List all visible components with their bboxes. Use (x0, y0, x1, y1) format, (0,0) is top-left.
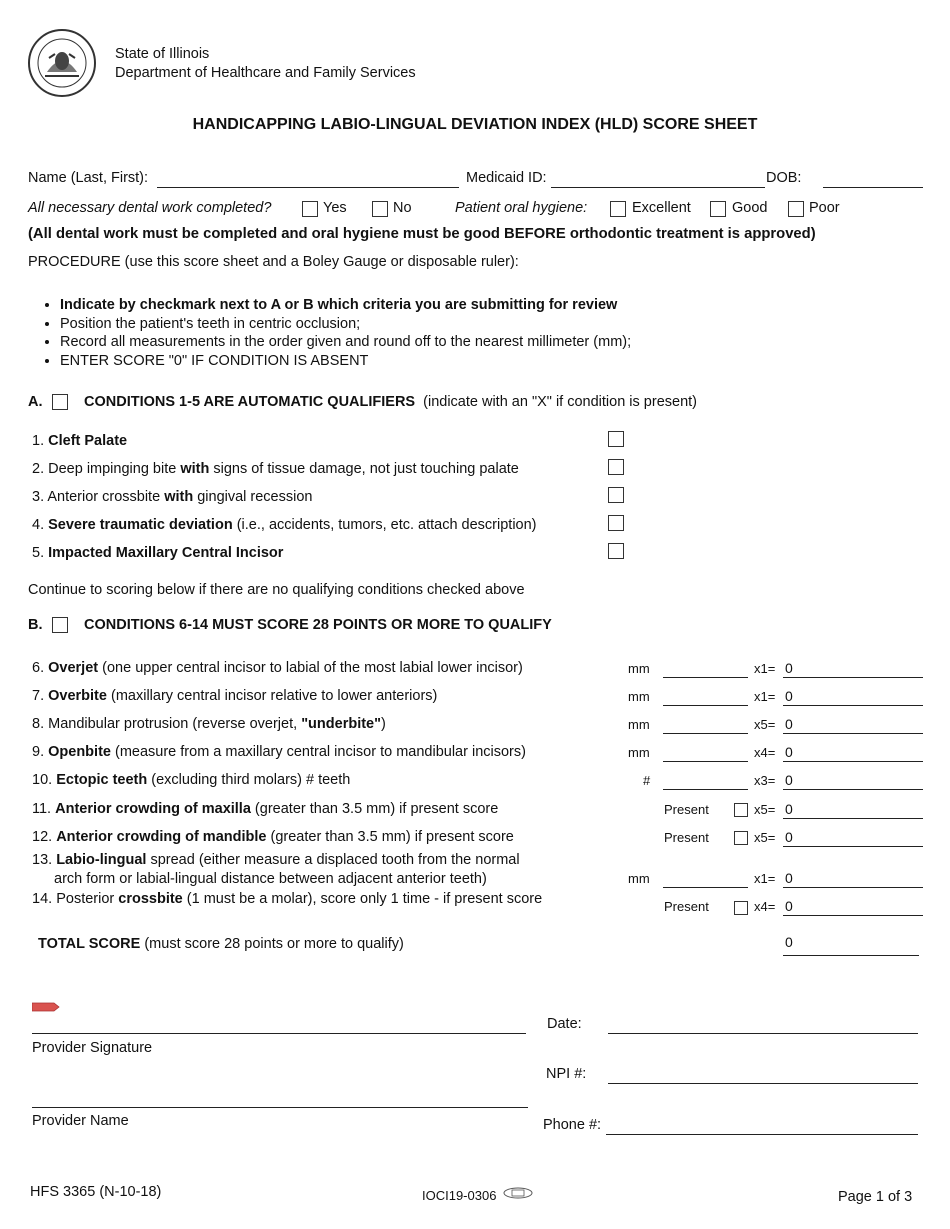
phone-field[interactable] (606, 1134, 918, 1135)
item-5-checkbox[interactable] (608, 543, 624, 559)
item-10-score-line (783, 789, 923, 790)
section-b-item-13: 13. Labio-lingual spread (either measure a displaced tooth from the normal (32, 852, 520, 868)
item-13-multiplier: x1= (754, 871, 776, 886)
npi-field[interactable] (608, 1083, 918, 1084)
item-13-unit: mm (628, 871, 650, 886)
total-score-value: 0 (785, 934, 793, 950)
item-10-multiplier: x3= (754, 773, 776, 788)
form-id: HFS 3365 (N-10-18) (30, 1184, 162, 1200)
hygiene-poor-checkbox[interactable] (788, 201, 804, 217)
section-b-heading: CONDITIONS 6-14 MUST SCORE 28 POINTS OR MORE TO QUALIFY (84, 617, 552, 633)
item-9-measure-field[interactable] (663, 761, 748, 762)
name-label: Name (Last, First): (28, 170, 149, 186)
item-7-score-line (783, 705, 923, 706)
hygiene-label: Patient oral hygiene: (455, 200, 588, 216)
item-8-measure-field[interactable] (663, 733, 748, 734)
item-14-score[interactable]: 0 (785, 898, 793, 914)
item-13-score-line (783, 887, 923, 888)
item-14-multiplier: x4= (754, 899, 776, 914)
total-score-line (783, 955, 919, 956)
item-6-score-line (783, 677, 923, 678)
procedure-bullet: • Indicate by checkmark next to A or B which criteria you are submitting for review (60, 296, 631, 315)
section-b-checkbox[interactable] (52, 617, 68, 633)
provider-signature-label: Provider Signature (32, 1040, 153, 1056)
item-12-score-line (783, 846, 923, 847)
item-6-score[interactable]: 0 (785, 660, 793, 676)
item-6-measure-field[interactable] (663, 677, 748, 678)
section-a-item-2: 2. Deep impinging bite with signs of tissue damage, not just touching palate (32, 461, 519, 477)
item-13-measure-field[interactable] (663, 887, 748, 888)
item-4-checkbox[interactable] (608, 515, 624, 531)
item-3-checkbox[interactable] (608, 487, 624, 503)
phone-label: Phone #: (543, 1117, 602, 1133)
section-b-item-12: 12. Anterior crowding of mandible (greater than 3.5 mm) if present score (32, 829, 514, 845)
state-seal-logo (27, 28, 97, 98)
item-11-present-label: Present (664, 802, 709, 817)
item-12-present-label: Present (664, 830, 709, 845)
item-7-measure-field[interactable] (663, 705, 748, 706)
section-b-item-6: 6. Overjet (one upper central incisor to labial of the most labial lower incisor) (32, 660, 523, 676)
item-11-multiplier: x5= (754, 802, 776, 817)
section-a-checkbox[interactable] (52, 394, 68, 410)
state-name: State of Illinois (115, 46, 210, 62)
provider-signature-field[interactable] (32, 1033, 526, 1034)
section-a-letter: A. (28, 394, 43, 410)
date-label: Date: (547, 1016, 582, 1032)
union-bug-icon (503, 1187, 533, 1199)
item-9-score-line (783, 761, 923, 762)
provider-name-field[interactable] (32, 1107, 528, 1108)
item-9-score[interactable]: 0 (785, 744, 793, 760)
item-12-multiplier: x5= (754, 830, 776, 845)
dob-label: DOB: (766, 170, 802, 186)
item-14-present-label: Present (664, 899, 709, 914)
hygiene-poor-label: Poor (809, 200, 840, 216)
item-11-score-line (783, 818, 923, 819)
dental-notice: (All dental work must be completed and oral hygiene must be good BEFORE orthodontic treatment is approved) (28, 226, 816, 242)
hygiene-excellent-checkbox[interactable] (610, 201, 626, 217)
procedure-bullet: • Record all measurements in the order given and round off to the nearest millimeter (mm); (60, 333, 631, 352)
procedure-bullet: • Position the patient's teeth in centric occlusion; (60, 315, 631, 334)
section-a-item-3: 3. Anterior crossbite with gingival recession (32, 489, 313, 505)
item-7-unit: mm (628, 689, 650, 704)
item-10-measure-field[interactable] (663, 789, 748, 790)
date-field[interactable] (608, 1033, 918, 1034)
page-title: HANDICAPPING LABIO-LINGUAL DEVIATION INDEX (HLD) SCORE SHEET (192, 116, 758, 133)
section-a-heading: CONDITIONS 1-5 ARE AUTOMATIC QUALIFIERS (indicate with an "X" if condition is present) (84, 394, 697, 410)
item-9-unit: mm (628, 745, 650, 760)
item-13-score[interactable]: 0 (785, 870, 793, 886)
item-8-score[interactable]: 0 (785, 716, 793, 732)
section-b-item-9: 9. Openbite (measure from a maxillary central incisor to mandibular incisors) (32, 744, 526, 760)
department-name: Department of Healthcare and Family Services (115, 65, 416, 81)
page-number: Page 1 of 3 (838, 1189, 913, 1205)
item-11-score[interactable]: 0 (785, 801, 793, 817)
total-score-label: TOTAL SCORE (must score 28 points or more to qualify) (38, 936, 404, 952)
item-11-present-checkbox[interactable] (734, 803, 748, 817)
item-6-multiplier: x1= (754, 661, 776, 676)
item-8-multiplier: x5= (754, 717, 776, 732)
item-2-checkbox[interactable] (608, 459, 624, 475)
item-14-score-line (783, 915, 923, 916)
sign-here-flag-icon (32, 1002, 60, 1012)
item-7-score[interactable]: 0 (785, 688, 793, 704)
section-b-item-11: 11. Anterior crowding of maxilla (greater than 3.5 mm) if present score (32, 801, 499, 817)
item-6-unit: mm (628, 661, 650, 676)
name-field[interactable] (157, 187, 459, 188)
item-10-score[interactable]: 0 (785, 772, 793, 788)
dob-field[interactable] (823, 187, 923, 188)
item-10-unit: # (643, 773, 651, 788)
hygiene-good-checkbox[interactable] (710, 201, 726, 217)
ioci-code: IOCI19-0306 (422, 1188, 497, 1203)
dental-work-question: All necessary dental work completed? (28, 200, 272, 216)
section-a-item-1: 1. Cleft Palate (32, 433, 128, 449)
dental-no-checkbox[interactable] (372, 201, 388, 217)
item-14-present-checkbox[interactable] (734, 901, 748, 915)
procedure-intro: PROCEDURE (use this score sheet and a Boley Gauge or disposable ruler): (28, 254, 519, 270)
item-8-score-line (783, 733, 923, 734)
section-a-item-5: 5. Impacted Maxillary Central Incisor (32, 545, 284, 561)
continue-instruction: Continue to scoring below if there are no qualifying conditions checked above (28, 582, 525, 598)
section-b-item-8: 8. Mandibular protrusion (reverse overjet, "underbite") (32, 716, 386, 732)
item-8-unit: mm (628, 717, 650, 732)
dental-yes-label: Yes (323, 200, 347, 216)
hygiene-good-label: Good (732, 200, 768, 216)
dental-yes-checkbox[interactable] (302, 201, 318, 217)
hygiene-excellent-label: Excellent (632, 200, 691, 216)
section-a-item-4: 4. Severe traumatic deviation (i.e., accidents, tumors, etc. attach description) (32, 517, 537, 533)
provider-name-label: Provider Name (32, 1113, 129, 1129)
section-b-item-7: 7. Overbite (maxillary central incisor relative to lower anteriors) (32, 688, 438, 704)
item-7-multiplier: x1= (754, 689, 776, 704)
procedure-list (38, 296, 631, 370)
section-b-item-10: 10. Ectopic teeth (excluding third molars) # teeth (32, 772, 351, 788)
item-12-present-checkbox[interactable] (734, 831, 748, 845)
section-b-letter: B. (28, 617, 43, 633)
dental-no-label: No (393, 200, 412, 216)
item-9-multiplier: x4= (754, 745, 776, 760)
item-12-score[interactable]: 0 (785, 829, 793, 845)
procedure-bullet: • ENTER SCORE "0" IF CONDITION IS ABSENT (60, 352, 631, 371)
medicaid-label: Medicaid ID: (466, 170, 547, 186)
section-b-item-14: 14. Posterior crossbite (1 must be a molar), score only 1 time - if present score (32, 891, 543, 907)
npi-label: NPI #: (546, 1066, 587, 1082)
section-b-item-13-line2: arch form or labial-lingual distance between adjacent anterior teeth) (54, 871, 487, 887)
medicaid-id-field[interactable] (551, 187, 765, 188)
item-1-checkbox[interactable] (608, 431, 624, 447)
